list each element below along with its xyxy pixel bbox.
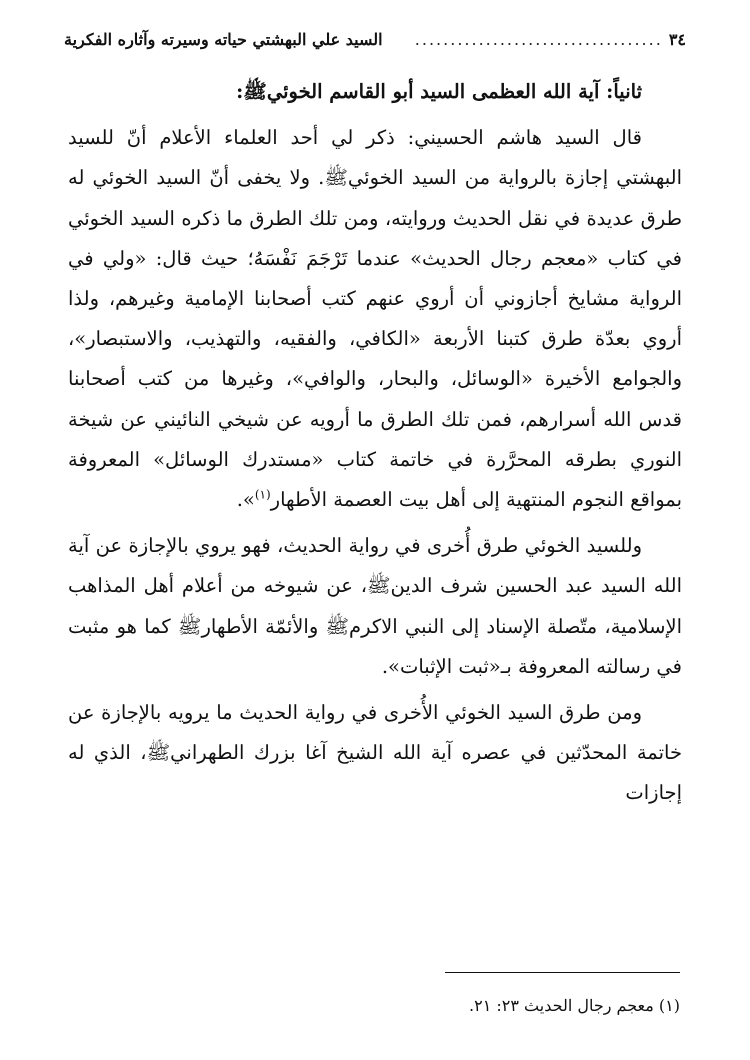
- paragraph-1-text: قال السيد هاشم الحسيني: ذكر لي أحد العلماء الأعلام أنّ للسيد البهشتي إجازة بالرواية من السيد الخوئيﷺ. ولا يخفى أنّ السيد الخوئي له طرق عديدة في نقل الحديث وروايته، ومن تلك الطرق ما ذكره السيد الخوئي في كتاب «معجم رجال الحديث» عندما تَرْجَمَ نَفْسَهُ؛ حيث قال: «ولي في الرواية مشايخ أجازوني أن أروي عنهم كتب أصحابنا الإمامية وغيرهم، ولذا أروي بعدّة طرق كتبنا الأربعة «الكافي، والفقيه، والتهذيب، والاستبصار»، والجوامع الأخيرة «الوسائل، والبحار، والوافي»، وغيرها من كتب أصحابنا قدس الله أسرارهم، فمن تلك الطرق ما أرويه عن شيخي النائيني عن شيخة النوري بطرقه المحرَّرة في خاتمة كتاب «مستدرك الوسائل» المعروفة بمواقع النجوم المنتهية إلى أهل بيت العصمة الأطهار: [68, 126, 682, 512]
- footnote-reference: (١): [254, 487, 271, 502]
- paragraph-1-closing: ».: [236, 488, 255, 512]
- header-dot-leader: ...................................: [414, 30, 663, 49]
- paragraph-3: ومن طرق السيد الخوئي الأُخرى في رواية الحديث ما يرويه بالإجازة عن خاتمة المحدّثين في عصره آية الله الشيخ آغا بزرك الطهرانيﷺ، الذي له إجازات: [68, 701, 682, 805]
- paragraph-1: [68, 118, 682, 520]
- section-heading: ثانياً: آية الله العظمى السيد أبو القاسم الخوئيﷺ:: [236, 80, 642, 103]
- paragraph-2: وللسيد الخوئي طرق أُخرى في رواية الحديث، فهو يروي بالإجازة عن آية الله السيد عبد الحسين شرف الدينﷺ، عن شيوخه من أعلام أهل المذاهب الإسلامية، متّصلة الإسناد إلى النبي الاكرمﷺ والأئمّة الأطهارﷺ كما هو مثبت في رسالته المعروفة بـ«ثبت الإثبات».: [68, 534, 682, 678]
- running-header: [64, 30, 686, 58]
- footnote: (١) معجم رجال الحديث ٢٣: ٢١.: [469, 996, 680, 1015]
- page-number: ٣٤: [668, 30, 686, 49]
- body-text: [68, 72, 682, 814]
- running-title: السيد علي البهشتي حياته وسيرته وآثاره الفكرية: [64, 30, 383, 49]
- footnote-divider: [445, 972, 680, 973]
